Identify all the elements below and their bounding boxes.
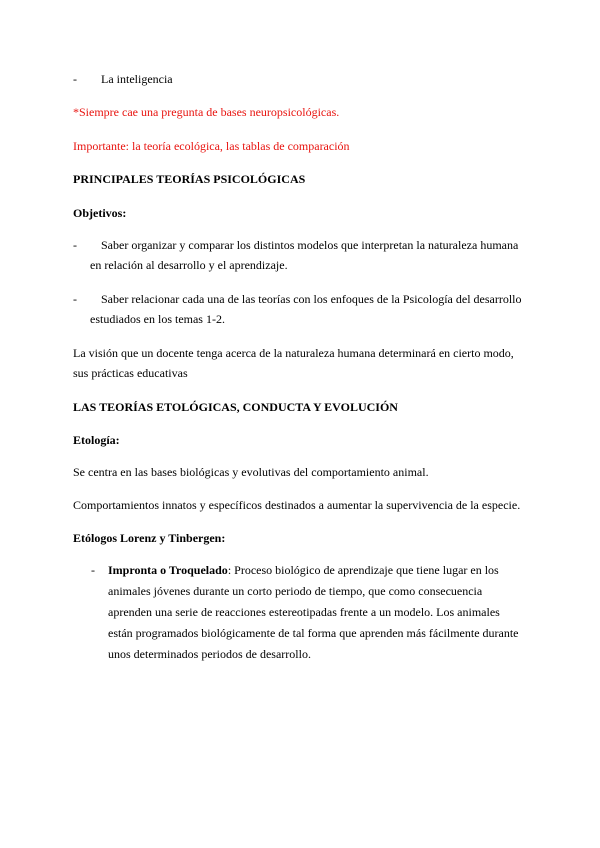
impronta-line3: aprenden una serie de reacciones estereotipadas frente a un modelo. Los animales xyxy=(108,605,500,619)
objective-2-dash: - xyxy=(73,292,77,306)
etologia-paragraph-1: Se centra en las bases biológicas y evolutivas del comportamiento animal. xyxy=(73,465,429,479)
objective-1-line2: en relación al desarrollo y el aprendizaje. xyxy=(90,258,288,272)
impronta-dash: - xyxy=(91,563,95,577)
heading-principales-teorias: PRINCIPALES TEORÍAS PSICOLÓGICAS xyxy=(73,172,306,186)
paragraph-vision-line2: sus prácticas educativas xyxy=(73,366,188,380)
impronta-line5: unos determinados periodos de desarrollo. xyxy=(108,647,311,661)
impronta-definition-start: : Proceso biológico de aprendizaje que tiene lugar en los xyxy=(227,563,499,577)
intro-item-text: La inteligencia xyxy=(101,72,173,86)
objective-1-line1: Saber organizar y comparar los distintos modelos que interpretan la naturaleza humana xyxy=(101,238,519,252)
impronta-line4: están programados biológicamente de tal forma que aprenden más fácilmente durante xyxy=(108,626,519,640)
objective-2-line2: estudiados en los temas 1-2. xyxy=(90,312,225,326)
note-important: Importante: la teoría ecológica, las tablas de comparación xyxy=(73,139,350,153)
impronta-line2: animales jóvenes durante un corto periodo de tiempo, que como consecuencia xyxy=(108,584,483,598)
etologia-label: Etología: xyxy=(73,433,120,447)
objective-2-line1: Saber relacionar cada una de las teorías con los enfoques de la Psicología del desarrollo xyxy=(101,292,522,306)
etologia-paragraph-2: Comportamientos innatos y específicos destinados a aumentar la supervivencia de la especie. xyxy=(73,498,521,512)
note-neuro: *Siempre cae una pregunta de bases neuropsicológicas. xyxy=(73,105,340,119)
impronta-term: Impronta o Troquelado xyxy=(108,563,228,577)
intro-dash: - xyxy=(73,72,77,86)
objective-1-dash: - xyxy=(73,238,77,252)
impronta-line1 xyxy=(108,562,499,578)
heading-teorias-etologicas: LAS TEORÍAS ETOLÓGICAS, CONDUCTA Y EVOLUCIÓN xyxy=(73,400,398,414)
etologos-label: Etólogos Lorenz y Tinbergen: xyxy=(73,531,226,545)
objectives-label: Objetivos: xyxy=(73,206,127,220)
paragraph-vision-line1: La visión que un docente tenga acerca de la naturaleza humana determinará en cierto modo, xyxy=(73,346,514,360)
